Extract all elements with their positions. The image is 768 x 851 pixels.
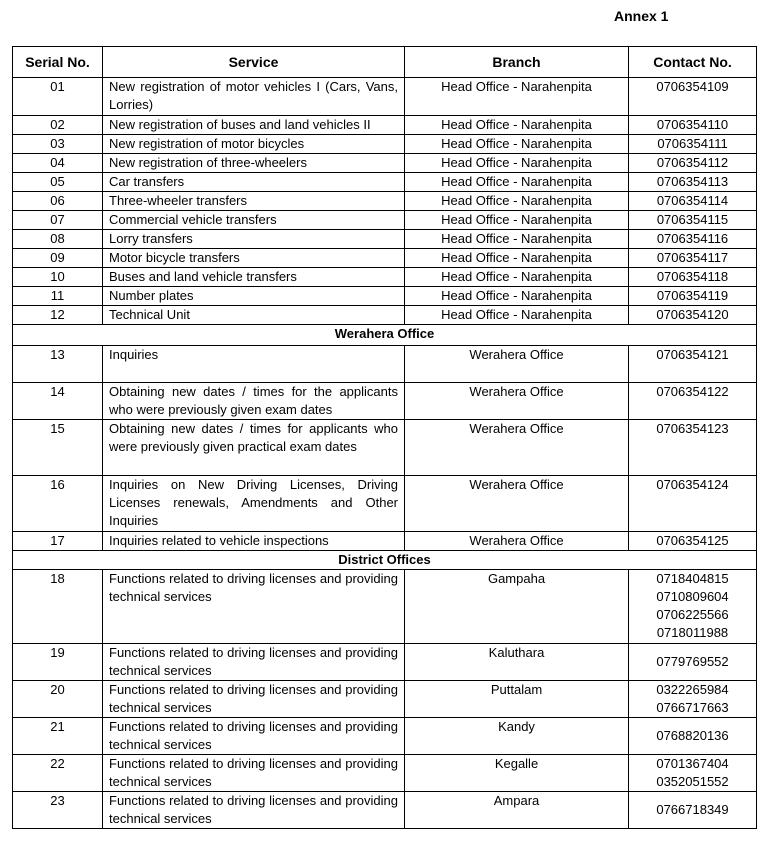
phone-number: 0701367404 [656,756,729,771]
contact-cell [629,135,757,154]
table-row [13,135,757,154]
service-cell: Functions related to driving licenses and providing technical services [103,570,405,644]
phone-number: 0322265984 [656,682,729,697]
branch-cell: Head Office - Narahenpita [405,78,629,116]
branch-cell: Kandy [405,718,629,755]
serial-cell: 18 [13,570,103,644]
section-werahera-row [13,325,757,346]
branch-cell: Werahera Office [405,532,629,551]
phone-number: 0706354110 [656,117,729,132]
phone-number: 0706354116 [656,231,729,246]
service-cell: Functions related to driving licenses and providing technical services [103,792,405,829]
phone-number: 0706354115 [656,212,729,227]
phone-number: 0706354114 [656,193,729,208]
serial-cell: 02 [13,116,103,135]
table-row [13,116,757,135]
table-row [13,154,757,173]
serial-cell: 04 [13,154,103,173]
header-contact: Contact No. [629,47,757,78]
annex-label: Annex 1 [614,8,669,24]
serial-cell: 03 [13,135,103,154]
branch-cell: Werahera Office [405,476,629,532]
contact-cell [629,192,757,211]
contact-cell [629,249,757,268]
serial-cell: 13 [13,346,103,383]
branch-cell: Werahera Office [405,346,629,383]
phone-number: 0779769552 [656,654,729,669]
phone-number: 0766718349 [656,802,729,817]
service-cell: Obtaining new dates / times for applicants who were previously given practical exam dates [103,420,405,476]
service-cell: New registration of three-wheelers [103,154,405,173]
branch-cell: Head Office - Narahenpita [405,173,629,192]
branch-cell: Head Office - Narahenpita [405,306,629,325]
contact-cell [629,681,757,718]
contact-cell [629,476,757,532]
phone-number: 0706354121 [656,347,729,362]
service-cell: Obtaining new dates / times for the applicants who were previously given exam dates [103,383,405,420]
serial-cell: 09 [13,249,103,268]
service-cell: New registration of motor vehicles I (Cars, Vans, Lorries) [103,78,405,116]
section-district-row [13,551,757,570]
phone-number: 0706354117 [656,250,729,265]
branch-cell: Werahera Office [405,420,629,476]
table-body [13,78,757,829]
service-cell: Technical Unit [103,306,405,325]
table-row [13,476,757,532]
phone-number: 0706354109 [656,79,729,94]
table-row [13,718,757,755]
table-row [13,532,757,551]
phone-number: 0706354119 [656,288,729,303]
contact-cell [629,792,757,829]
branch-cell: Head Office - Narahenpita [405,249,629,268]
phone-number: 0706354123 [656,421,729,436]
branch-cell: Ampara [405,792,629,829]
branch-cell: Werahera Office [405,383,629,420]
serial-cell: 10 [13,268,103,287]
phone-number: 0706354122 [656,384,729,399]
service-cell: Motor bicycle transfers [103,249,405,268]
service-cell: New registration of buses and land vehicles II [103,116,405,135]
serial-cell: 05 [13,173,103,192]
branch-cell: Head Office - Narahenpita [405,135,629,154]
contact-cell [629,116,757,135]
phone-number: 0718404815 [656,571,729,586]
table-row [13,78,757,116]
contact-cell [629,306,757,325]
contact-cell [629,755,757,792]
contact-cell [629,78,757,116]
serial-cell: 20 [13,681,103,718]
header-branch: Branch [405,47,629,78]
table-row [13,192,757,211]
branch-cell: Gampaha [405,570,629,644]
phone-number: 0768820136 [656,728,729,743]
service-cell: Inquiries related to vehicle inspections [103,532,405,551]
table-row [13,249,757,268]
contact-cell [629,718,757,755]
phone-number: 0352051552 [656,774,729,789]
contact-cell [629,154,757,173]
serial-cell: 12 [13,306,103,325]
table-row [13,383,757,420]
serial-cell: 01 [13,78,103,116]
contact-table [12,46,757,829]
service-cell: Number plates [103,287,405,306]
branch-cell: Head Office - Narahenpita [405,192,629,211]
branch-cell: Kaluthara [405,644,629,681]
phone-number: 0706354112 [656,155,729,170]
contact-cell [629,287,757,306]
contact-cell [629,383,757,420]
phone-number: 0706354120 [656,307,729,322]
contact-cell [629,420,757,476]
phone-number: 0706354118 [656,269,729,284]
table-row [13,681,757,718]
phone-number: 0706225566 [656,607,729,622]
contact-cell [629,230,757,249]
branch-cell: Head Office - Narahenpita [405,154,629,173]
contact-cell [629,532,757,551]
service-cell: Functions related to driving licenses and providing technical services [103,718,405,755]
serial-cell: 14 [13,383,103,420]
phone-number: 0706354111 [657,136,728,151]
serial-cell: 11 [13,287,103,306]
service-cell: Inquiries [103,346,405,383]
phone-number: 0766717663 [656,700,729,715]
table-row [13,420,757,476]
table-row [13,570,757,644]
header-serial: Serial No. [13,47,103,78]
serial-cell: 16 [13,476,103,532]
service-cell: Inquiries on New Driving Licenses, Driving Licenses renewals, Amendments and Other Inquiries [103,476,405,532]
section-werahera-heading: Werahera Office [13,325,757,346]
contact-cell [629,211,757,230]
branch-cell: Head Office - Narahenpita [405,268,629,287]
table-row [13,230,757,249]
serial-cell: 23 [13,792,103,829]
serial-cell: 22 [13,755,103,792]
service-cell: New registration of motor bicycles [103,135,405,154]
header-row [13,47,757,78]
table-row [13,346,757,383]
contact-cell [629,644,757,681]
service-cell: Commercial vehicle transfers [103,211,405,230]
branch-cell: Puttalam [405,681,629,718]
phone-number: 0706354113 [656,174,729,189]
service-cell: Buses and land vehicle transfers [103,268,405,287]
service-cell: Lorry transfers [103,230,405,249]
branch-cell: Head Office - Narahenpita [405,287,629,306]
table-row [13,268,757,287]
serial-cell: 06 [13,192,103,211]
table-row [13,173,757,192]
serial-cell: 07 [13,211,103,230]
table-row [13,644,757,681]
serial-cell: 08 [13,230,103,249]
serial-cell: 15 [13,420,103,476]
contact-cell [629,173,757,192]
contact-cell [629,570,757,644]
section-district-heading: District Offices [13,551,757,570]
phone-number: 0718011988 [656,625,729,640]
service-cell: Functions related to driving licenses and providing technical services [103,755,405,792]
service-cell: Functions related to driving licenses and providing technical services [103,681,405,718]
serial-cell: 21 [13,718,103,755]
branch-cell: Head Office - Narahenpita [405,230,629,249]
branch-cell: Head Office - Narahenpita [405,211,629,230]
contact-cell [629,346,757,383]
header-service: Service [103,47,405,78]
table-row [13,755,757,792]
phone-number: 0706354124 [656,477,729,492]
table-row [13,211,757,230]
serial-cell: 17 [13,532,103,551]
table-row [13,306,757,325]
serial-cell: 19 [13,644,103,681]
service-cell: Functions related to driving licenses and providing technical services [103,644,405,681]
service-cell: Car transfers [103,173,405,192]
branch-cell: Kegalle [405,755,629,792]
table-row [13,792,757,829]
branch-cell: Head Office - Narahenpita [405,116,629,135]
phone-number: 0706354125 [656,533,729,548]
contact-cell [629,268,757,287]
phone-number: 0710809604 [656,589,729,604]
service-cell: Three-wheeler transfers [103,192,405,211]
table-row [13,287,757,306]
